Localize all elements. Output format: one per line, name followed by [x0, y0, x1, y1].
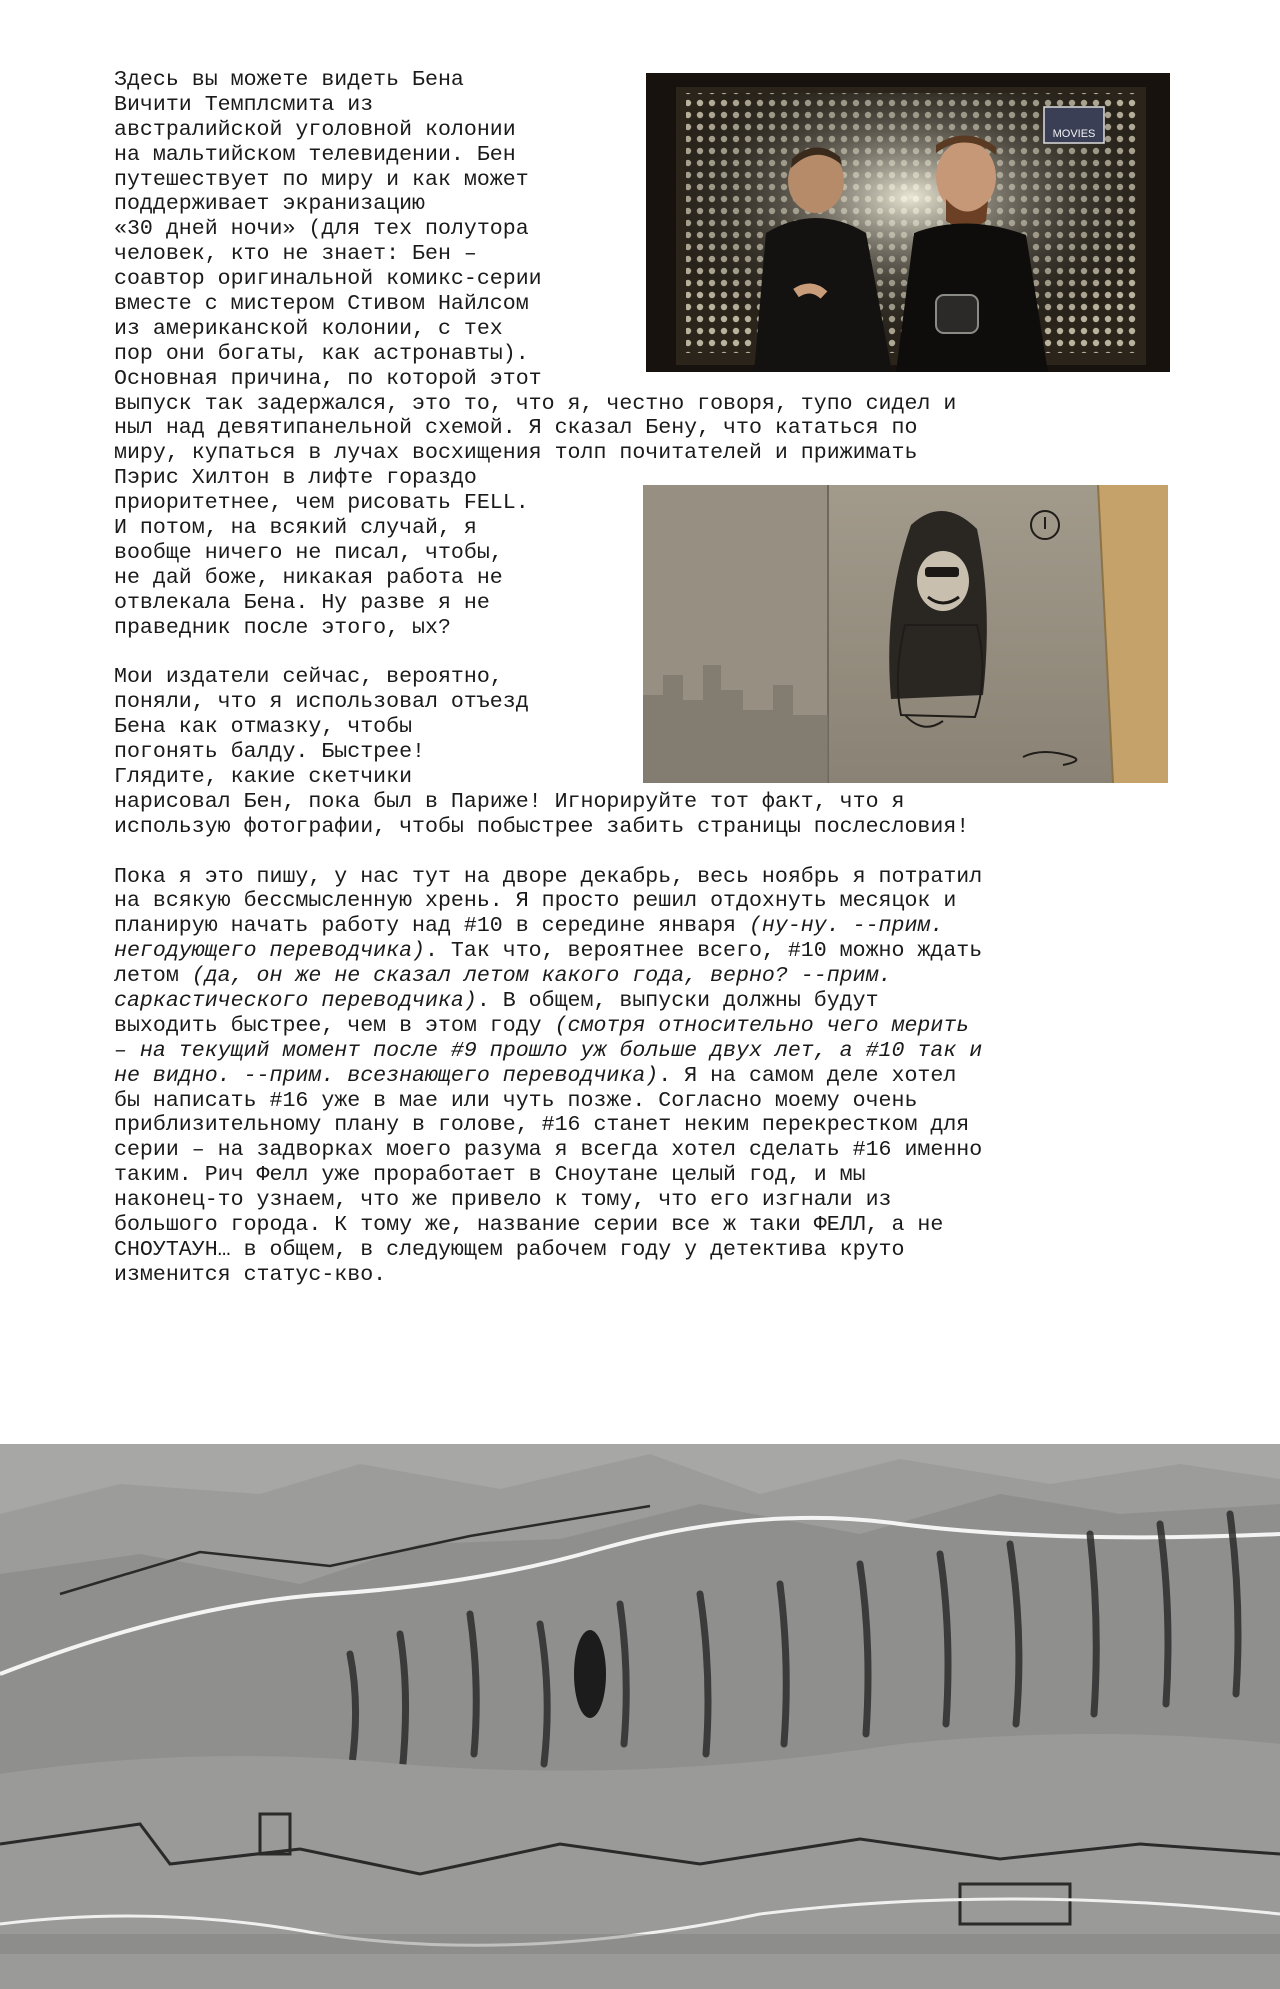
paragraph-1	[114, 68, 1174, 640]
text-line: вообще ничего не писал, чтобы,	[114, 540, 503, 565]
text-line: бы написать #16 уже в мае или чуть позже. Согласно моему очень	[114, 1088, 918, 1113]
translator-note: (ну-ну. --прим.	[748, 914, 944, 939]
text-line: Пока я это пишу, у нас тут на дворе декабрь, весь ноябрь я потратил	[114, 864, 983, 889]
text-line: приоритетнее, чем рисовать FELL.	[114, 491, 529, 516]
text-run: . Так что, вероятнее всего, #10 можно ждать	[425, 939, 983, 964]
paragraph-2	[114, 665, 1174, 839]
text-run: летом	[114, 964, 192, 989]
text-line: Вичити Темплсмита из	[114, 92, 374, 117]
text-line: не дай боже, никакая работа не	[114, 565, 503, 590]
translator-note: не видно. --прим. всезнающего переводчика)	[114, 1063, 659, 1088]
text-line: «30 дней ночи» (для тех полутора	[114, 217, 529, 242]
translator-note: (да, он же не сказал летом какого года, верно? --прим.	[191, 964, 892, 989]
text-line: Здесь вы можете видеть Бена	[114, 68, 464, 92]
text-line: таким. Рич Фелл уже проработает в Сноутане целый год, и мы	[114, 1163, 866, 1188]
text-line	[114, 964, 1174, 989]
text-line: СНОУТАУН… в общем, в следующем рабочем году у детектива круто	[114, 1237, 905, 1262]
text-line: путешествует по миру и как может	[114, 167, 529, 192]
text-run: . Я на самом деле хотел	[658, 1063, 957, 1088]
paragraph-3	[114, 865, 1174, 1288]
landscape-illustration	[0, 1444, 1280, 1989]
text-line: ныл над девятипанельной схемой. Я сказал Бену, что кататься по	[114, 416, 918, 441]
text-line: отвлекала Бена. Ну разве я не	[114, 590, 490, 615]
text-line: Основная причина, по которой этот	[114, 366, 542, 391]
translator-note-line: – на текущий момент после #9 прошло уж больше двух лет, а #10 так и	[114, 1038, 983, 1063]
text-line	[114, 1014, 1174, 1039]
text-line: на всякую бессмысленную хрень. Я просто решил отдохнуть месяцок и	[114, 889, 957, 914]
text-line: Мои издатели сейчас, вероятно,	[114, 665, 503, 690]
text-line: вместе с мистером Стивом Найлсом	[114, 292, 529, 317]
text-line: большого города. К тому же, название серии все ж таки ФЕЛЛ, а не	[114, 1212, 944, 1237]
text-line	[114, 1064, 1174, 1089]
text-line: поняли, что я использовал отъезд	[114, 690, 529, 715]
text-run: выходить быстрее, чем в этом году	[114, 1013, 555, 1038]
text-line: использую фотографии, чтобы побыстрее забить страницы послесловия!	[114, 814, 970, 839]
tv-channel-badge: MOVIES	[1052, 128, 1096, 140]
translator-note: саркастического переводчика)	[114, 988, 477, 1013]
text-line: приблизительному плану в голове, #16 станет неким перекрестком для	[114, 1113, 970, 1138]
translator-note: (смотря относительно чего мерить	[554, 1013, 970, 1038]
text-line: наконец-то узнаем, что же привело к тому, что его изгнали из	[114, 1188, 892, 1213]
text-line	[114, 914, 1174, 939]
text-line: пор они богаты, как астронавты).	[114, 341, 529, 366]
text-line	[114, 989, 1174, 1014]
text-line: праведник после этого, ых?	[114, 615, 451, 640]
afterword-text	[114, 68, 1174, 1288]
text-run: планирую начать работу над #10 в середине января	[114, 914, 749, 939]
text-line: Пэрис Хилтон в лифте гораздо	[114, 466, 477, 491]
text-line: поддерживает экранизацию	[114, 192, 426, 217]
text-line: выпуск так задержался, это то, что я, честно говоря, тупо сидел и	[114, 391, 957, 416]
text-line: Глядите, какие скетчики	[114, 764, 413, 789]
text-run: . В общем, выпуски должны будут	[476, 988, 879, 1013]
text-line: И потом, на всякий случай, я	[114, 516, 477, 541]
text-line: человек, кто не знает: Бен –	[114, 242, 477, 267]
text-line: серии – на задворках моего разума я всегда хотел сделать #16 именно	[114, 1138, 983, 1163]
text-line	[114, 939, 1174, 964]
text-line: изменится статус-кво.	[114, 1262, 387, 1287]
text-line: австралийской уголовной колонии	[114, 117, 516, 142]
text-line: нарисовал Бен, пока был в Париже! Игнорируйте тот факт, что я	[114, 789, 905, 814]
text-line: соавтор оригинальной комикс-серии	[114, 267, 542, 292]
text-line: миру, купаться в лучах восхищения толп почитателей и прижимать	[114, 441, 918, 466]
text-line: на мальтийском телевидении. Бен	[114, 142, 516, 167]
text-line: погонять балду. Быстрее!	[114, 740, 426, 765]
text-line: из американской колонии, с тех	[114, 316, 503, 341]
text-line: Бена как отмазку, чтобы	[114, 715, 413, 740]
translator-note: негодующего переводчика)	[114, 939, 426, 964]
